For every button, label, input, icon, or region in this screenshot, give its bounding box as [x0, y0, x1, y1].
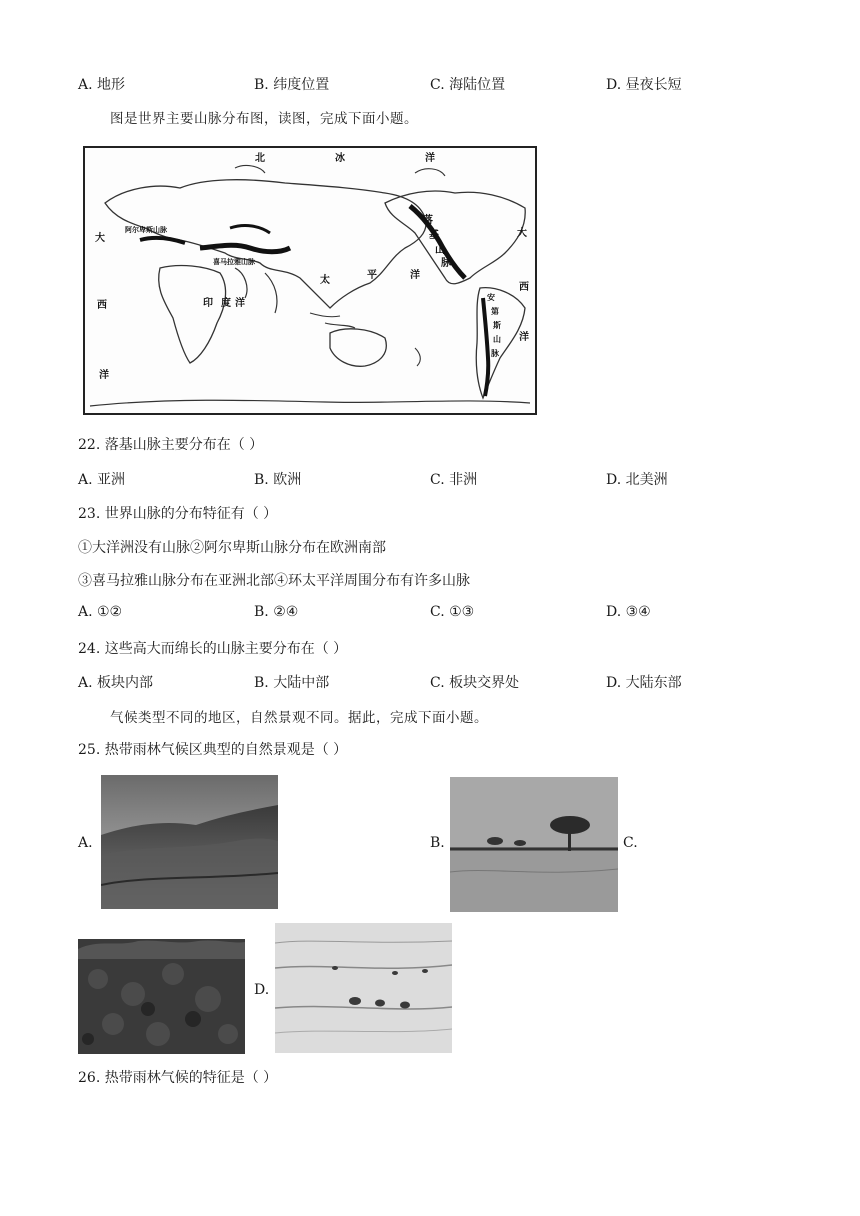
q25-label-b[interactable]: B.: [430, 835, 445, 851]
q21-option-c[interactable]: C. 海陆位置: [430, 77, 506, 93]
label-yang-n: 洋: [425, 153, 435, 164]
q22-option-d[interactable]: D. 北美洲: [606, 472, 668, 488]
q21-option-a[interactable]: A. 地形: [78, 77, 126, 93]
rainforest-photo[interactable]: [78, 939, 245, 1054]
q23-stem: 23. 世界山脉的分布特征有（ ）: [78, 506, 278, 522]
q25-label-d[interactable]: D.: [254, 982, 270, 998]
label-mai-r: 脉: [441, 258, 451, 269]
label-an: 安: [487, 292, 495, 302]
label-alps: 阿尔卑斯山脉: [125, 225, 167, 234]
q23-statements-1: ①大洋洲没有山脉②阿尔卑斯山脉分布在欧洲南部: [78, 540, 386, 556]
label-si: 斯: [493, 320, 501, 330]
q22-option-a[interactable]: A. 亚洲: [78, 472, 126, 488]
q23-option-c[interactable]: C. ①③: [430, 604, 475, 620]
label-yin: 印: [203, 298, 213, 309]
q21-option-b[interactable]: B. 纬度位置: [254, 77, 330, 93]
q24-option-b[interactable]: B. 大陆中部: [254, 675, 330, 691]
q24-option-d[interactable]: D. 大陆东部: [606, 675, 682, 691]
label-xi-w: 西: [97, 300, 107, 311]
label-yang-p: 洋: [410, 270, 420, 281]
label-shan-r: 山: [435, 245, 445, 256]
tundra-photo[interactable]: [275, 923, 452, 1053]
q23-statements-2: ③喜马拉雅山脉分布在亚洲北部④环太平洋周围分布有许多山脉: [78, 573, 470, 589]
q24-option-a[interactable]: A. 板块内部: [78, 675, 154, 691]
q24-stem: 24. 这些高大而绵长的山脉主要分布在（ ）: [78, 641, 348, 657]
desert-photo[interactable]: [101, 775, 278, 909]
map-intro: 图是世界主要山脉分布图，读图，完成下面小题。: [110, 111, 418, 127]
label-ping: 平: [367, 270, 377, 281]
q25-stem: 25. 热带雨林气候区典型的自然景观是（ ）: [78, 742, 348, 758]
world-mountain-map: [83, 146, 537, 415]
label-yang-i: 洋: [235, 298, 245, 309]
q25-label-c[interactable]: C.: [623, 835, 638, 851]
map-svg: [85, 148, 535, 413]
climate-intro: 气候类型不同的地区，自然景观不同。据此，完成下面小题。: [110, 710, 488, 726]
label-shan-a: 山: [493, 334, 501, 344]
q23-option-a[interactable]: A. ①②: [78, 604, 123, 620]
label-bing: 冰: [335, 153, 345, 164]
q25-label-a[interactable]: A.: [78, 835, 93, 851]
label-da-e: 大: [517, 228, 527, 239]
q26-stem: 26. 热带雨林气候的特征是（ ）: [78, 1070, 278, 1086]
q22-stem: 22. 落基山脉主要分布在（ ）: [78, 437, 264, 453]
label-du: 度: [221, 298, 231, 309]
label-mai-a: 脉: [491, 348, 499, 358]
label-yang-e: 洋: [519, 332, 529, 343]
q24-option-c[interactable]: C. 板块交界处: [430, 675, 520, 691]
label-xi-e: 西: [519, 282, 529, 293]
q21-option-d[interactable]: D. 昼夜长短: [606, 77, 682, 93]
label-da-w: 大: [95, 233, 105, 244]
label-ji: 基: [429, 230, 439, 241]
label-luo: 落: [423, 215, 433, 226]
q23-option-b[interactable]: B. ②④: [254, 604, 299, 620]
label-tai: 太: [320, 275, 330, 286]
q22-option-b[interactable]: B. 欧洲: [254, 472, 302, 488]
label-himalaya: 喜马拉雅山脉: [213, 257, 255, 266]
q22-option-c[interactable]: C. 非洲: [430, 472, 478, 488]
label-di: 第: [491, 306, 499, 316]
label-yang-w: 洋: [99, 370, 109, 381]
savanna-photo[interactable]: [450, 777, 618, 912]
label-bei: 北: [255, 153, 265, 164]
q23-option-d[interactable]: D. ③④: [606, 604, 651, 620]
